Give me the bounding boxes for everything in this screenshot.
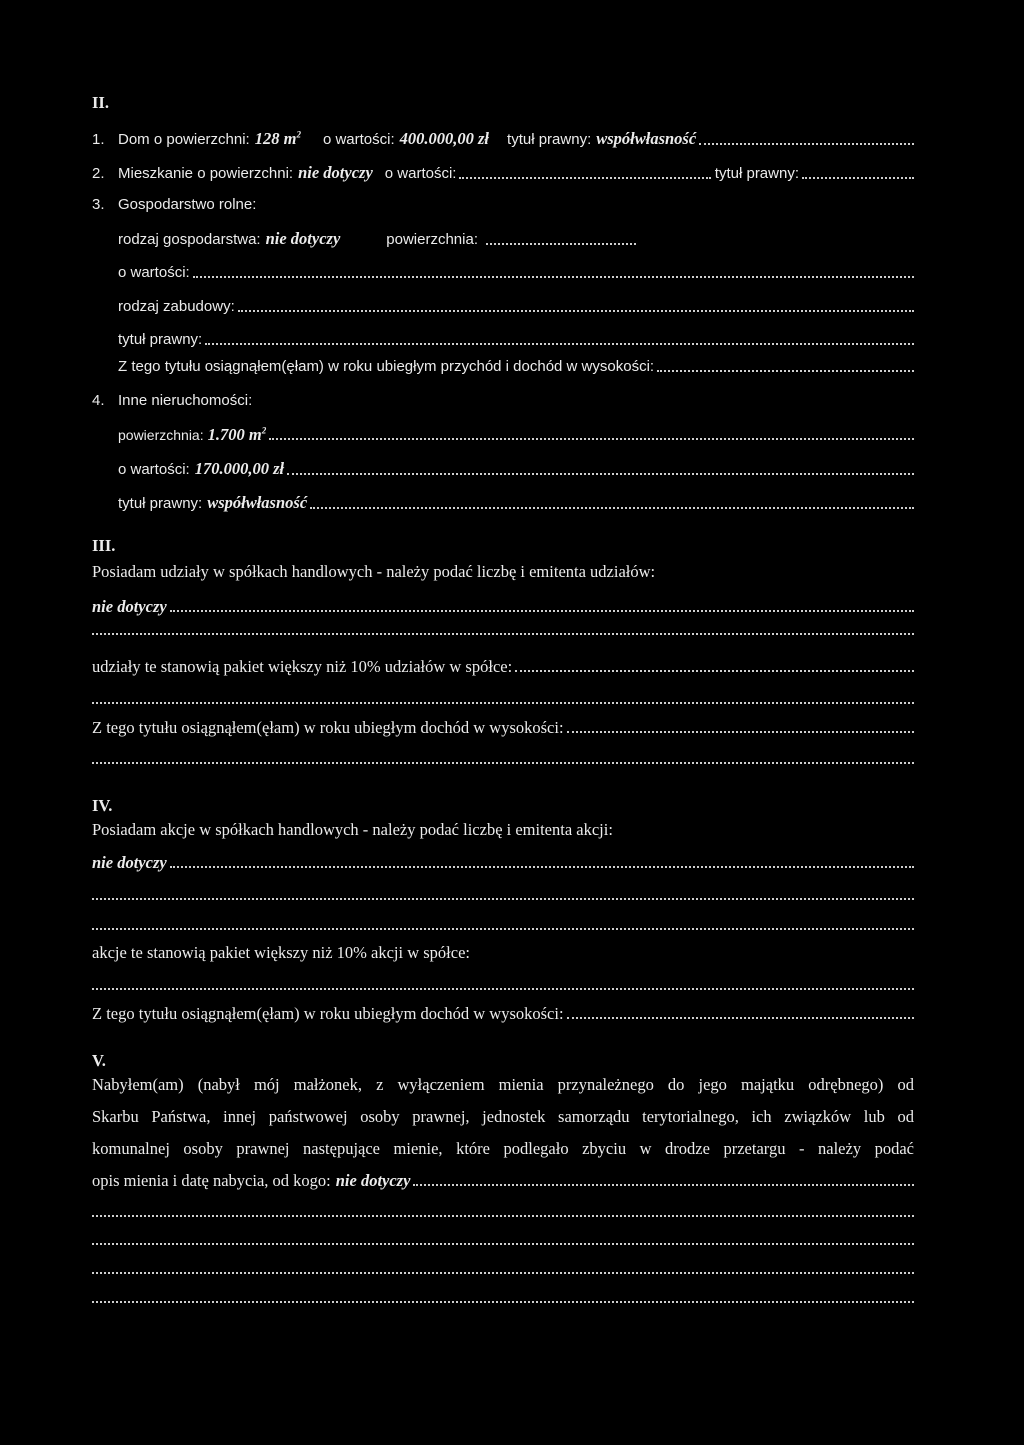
- apartment-value-dots: [459, 177, 710, 179]
- acquisition-blank-line-4: [92, 1301, 914, 1303]
- other-title-value: współwłasność: [207, 493, 308, 512]
- item-1-number: 1.: [92, 131, 105, 148]
- farm-building-row: [118, 296, 914, 318]
- acquisition-answer: nie dotyczy: [335, 1171, 411, 1190]
- farm-income-row: [118, 356, 914, 378]
- stocks-income-label: Z tego tytułu osiągnąłem(ęłam) w roku ubiegłym dochód w wysokości:: [92, 1004, 564, 1023]
- farm-title-label: tytuł prawny:: [118, 331, 203, 348]
- farm-label: Gospodarstwo rolne:: [118, 196, 257, 213]
- stocks-blank-line-2: [92, 928, 914, 930]
- house-title-value: współwłasność: [596, 129, 697, 148]
- farm-building-dots: [238, 310, 914, 312]
- apartment-title-dots: [802, 177, 914, 179]
- farm-type-value: nie dotyczy: [265, 229, 341, 248]
- other-title-row: [118, 492, 914, 515]
- farm-value-dots: [193, 276, 914, 278]
- acquisition-text-line-2: Skarbu Państwa, innej państwowej osoby prawnej, jednostek samorządu terytorialnego, ich związków lub od: [92, 1107, 914, 1126]
- item-2-apartment: [92, 162, 914, 185]
- other-area-value: 1.700 $m^2$: [207, 425, 267, 444]
- stocks-answer-dots: [170, 866, 914, 868]
- item-4-number: 4.: [92, 392, 105, 409]
- stocks-answer-row: [92, 852, 914, 874]
- acquisition-blank-line-3: [92, 1272, 914, 1274]
- farm-building-label: rodzaj zabudowy:: [118, 298, 235, 315]
- farm-type-label: rodzaj gospodarstwa:: [118, 231, 261, 248]
- shares-income-row: [92, 717, 914, 739]
- acquisition-blank-line-1: [92, 1215, 914, 1217]
- item-3-farm: [92, 194, 256, 216]
- shares-over10-row: [92, 656, 914, 678]
- other-area-label: powierzchnia:: [118, 427, 204, 443]
- house-area-label: Dom o powierzchni:: [118, 131, 250, 148]
- acquisition-text-line-1: Nabyłem(am) (nabył mój małżonek, z wyłączeniem mienia przynależnego do jego majątku odrębnego) od: [92, 1075, 914, 1094]
- farm-income-dots: [657, 370, 914, 372]
- farm-value-row: [118, 262, 914, 284]
- shares-over10-blank-line: [92, 702, 914, 704]
- house-area-value: 128 $m^2$: [254, 129, 301, 148]
- stocks-over10-blank-line: [92, 988, 914, 990]
- house-title-label: tytuł prawny:: [507, 131, 592, 148]
- farm-area-label: powierzchnia:: [386, 231, 478, 248]
- shares-over10-label: udziały te stanowią pakiet większy niż 10% udziałów w spółce:: [92, 657, 513, 676]
- stocks-income-row: [92, 1003, 914, 1025]
- other-area-dots: [269, 438, 914, 440]
- farm-type-row: [118, 228, 636, 251]
- apartment-area-value: nie dotyczy: [298, 163, 373, 182]
- other-property-label: Inne nieruchomości:: [118, 392, 253, 409]
- other-title-dots: [310, 507, 914, 509]
- house-value-label: o wartości:: [322, 131, 395, 148]
- other-value-dots: [287, 473, 914, 475]
- acquisition-answer-row: [92, 1170, 914, 1192]
- stocks-over10-row: [92, 942, 470, 964]
- shares-income-dots: [567, 731, 914, 733]
- acquisition-blank-line-2: [92, 1243, 914, 1245]
- house-value: 400.000,00 zł: [399, 129, 490, 148]
- other-area-row: [118, 424, 914, 446]
- apartment-value-label: o wartości:: [384, 165, 457, 182]
- section-5-heading: V.: [92, 1051, 106, 1070]
- item-3-number: 3.: [92, 196, 105, 213]
- apartment-area-label: Mieszkanie o powierzchni:: [118, 165, 294, 182]
- section-4-heading: IV.: [92, 796, 113, 815]
- section-3-heading: III.: [92, 536, 116, 555]
- stocks-answer: nie dotyczy: [92, 853, 167, 872]
- farm-area-dots: [486, 243, 636, 245]
- farm-income-label: Z tego tytułu osiągnąłem(ęłam) w roku ubiegłym przychód i dochód w wysokości:: [118, 358, 655, 375]
- item-4-other-property: [92, 390, 252, 412]
- item-1-house: [92, 128, 914, 151]
- other-value-row: [118, 458, 914, 481]
- stocks-question: Posiadam akcje w spółkach handlowych - należy podać liczbę i emitenta akcji:: [92, 820, 613, 839]
- shares-answer-dots: [170, 610, 914, 612]
- section-2-heading: II.: [92, 93, 109, 112]
- farm-title-row: [118, 329, 914, 351]
- shares-over10-dots: [515, 670, 914, 672]
- acquisition-text-line-3: komunalnej osoby prawnej następujące mienie, które podlegało zbyciu w drodze przetargu - należy podać: [92, 1139, 914, 1158]
- acquisition-text-line-4: opis mienia i datę nabycia, od kogo:: [92, 1171, 331, 1190]
- shares-blank-line: [92, 633, 914, 635]
- house-title-dots: [699, 143, 914, 145]
- acquisition-answer-dots: [413, 1184, 914, 1186]
- stocks-income-dots: [567, 1017, 914, 1019]
- apartment-title-label: tytuł prawny:: [714, 165, 799, 182]
- shares-income-label: Z tego tytułu osiągnąłem(ęłam) w roku ubiegłym dochód w wysokości:: [92, 718, 564, 737]
- other-value: 170.000,00 zł: [194, 459, 285, 478]
- other-value-label: o wartości:: [118, 461, 190, 478]
- shares-income-blank-line: [92, 762, 914, 764]
- item-2-number: 2.: [92, 165, 105, 182]
- shares-question: Posiadam udziały w spółkach handlowych - należy podać liczbę i emitenta udziałów:: [92, 562, 656, 581]
- farm-title-dots: [205, 343, 914, 345]
- other-title-label: tytuł prawny:: [118, 495, 203, 512]
- shares-answer-row: [92, 596, 914, 618]
- farm-value-label: o wartości:: [118, 264, 190, 281]
- shares-answer: nie dotyczy: [92, 597, 167, 616]
- stocks-blank-line-1: [92, 898, 914, 900]
- stocks-over10-label: akcje te stanowią pakiet większy niż 10% akcji w spółce:: [92, 943, 470, 962]
